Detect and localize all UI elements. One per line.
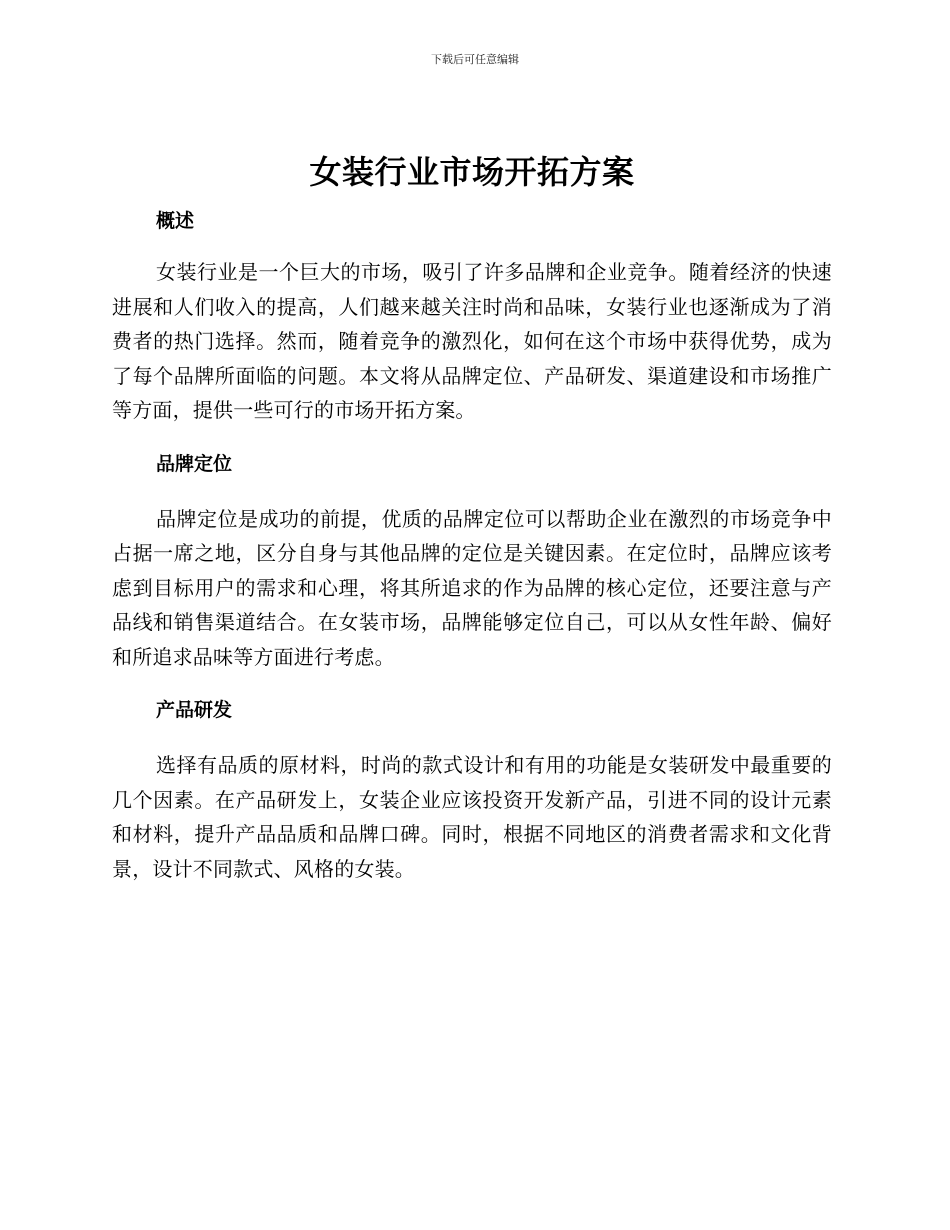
document-title: 女装行业市场开拓方案 <box>309 153 635 191</box>
section-heading-brand-positioning: 品牌定位 <box>156 452 233 475</box>
section-heading-product-development: 产品研发 <box>156 699 233 721</box>
section-heading-overview: 概述 <box>156 210 195 232</box>
section-paragraph-overview: 女装行业是一个巨大的市场，吸引了许多品牌和企业竞争。随着经济的快速进展和人们收入的提高，人们越来越关注时尚和品味，女装行业也逐渐成为了消费者的热门选择。然而，随着竞争的激烈化，如何在这个市场中获得优势，成为了每个品牌所面临的问题。本文将从品牌定位、产品研发、渠道建设和市场推广等方面，提供一些可行的市场开拓方案。 <box>112 260 832 422</box>
section-paragraph-brand-positioning: 品牌定位是成功的前提，优质的品牌定位可以帮助企业在激烈的市场竞争中占据一席之地，区分自身与其他品牌的定位是关键因素。在定位时，品牌应该考虑到目标用户的需求和心理，将其所追求的作为品牌的核心定位，还要注意与产品线和销售渠道结合。在女装市场，品牌能够定位自己，可以从女性年龄、偏好和所追求品味等方面进行考虑。 <box>112 506 832 669</box>
page-header-note: 下载后可任意编辑 <box>431 53 519 66</box>
document-body <box>112 150 832 886</box>
section-paragraph-product-development: 选择有品质的原材料，时尚的款式设计和有用的功能是女装研发中最重要的几个因素。在产品研发上，女装企业应该投资开发新产品，引进不同的设计元素和材料，提升产品品质和品牌口碑。同时，根据不同地区的消费者需求和文化背景，设计不同款式、风格的女装。 <box>112 753 832 881</box>
